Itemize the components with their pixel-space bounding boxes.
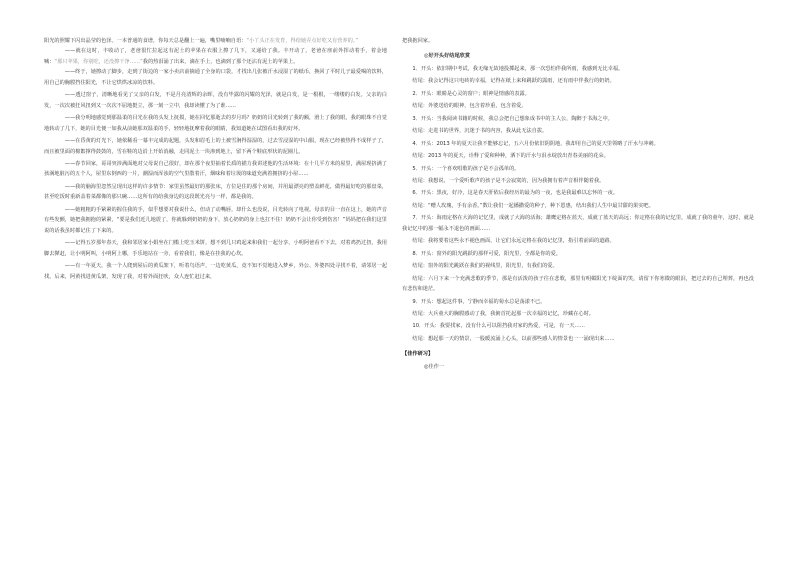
paragraph-text: 结尾：2013 年的夏天，诠释了爱和种种，洒下的汗水与泪水绽放出青春美丽的花朵。	[412, 153, 609, 160]
right-paragraph-r21	[402, 309, 754, 319]
right-paragraph-r23	[402, 334, 754, 344]
left-paragraph-p03	[44, 67, 387, 88]
paragraph-text: 2．开头：眼睛是心灵的窗户；眼神是情感的表露。	[412, 90, 530, 97]
right-paragraph-r06	[402, 101, 754, 111]
paragraph-text: ◎好开头好结尾欣赏	[424, 53, 471, 60]
right-paragraph-r20	[402, 297, 754, 307]
right-paragraph-r18	[402, 261, 754, 271]
paragraph-text: ——终于，她擦动了脚步，走到了街边的一家小卖店前摘通了全身的口袋，才找出几张被汗水浸湿了的纸币，换回了平时儿子最爱喝的饮料，用自己的胸膛挡住阳光，不让它烘烘冰凉的饮料。	[44, 69, 387, 86]
right-paragraph-r11	[402, 164, 754, 174]
paragraph-text: ——就在这时，丰收动了，老爸很忙拉起这有泥土的苹果在衣服上擦了几下，又递给了我。丰开动了，老爸在座前外挥动着手，着金地喊：	[44, 48, 387, 65]
paragraph-text: ——她粗粗的手紧紧的握住我的手，似乎想要对我说什么，但动了动嘴唇，却什么也没说，目光转向了电视。母亲的目一直在这上，她的声音有些发颤，她把我拥抱的紧紧，“要是我们近儿地震了，你就躲到奶奶的身下，放心奶奶的身上也扛不住！奶奶不会让你受到伤害！”妈妈把在我们这里说的话我虽时都记住了下来的。	[44, 206, 387, 234]
paragraph-text: 结尾：窗外的阳光跳跃在我们的视线里，阳光里，有我们的爱。	[412, 263, 558, 270]
paragraph-text: ——有一年夏天，我一个人爬到屋后的黄瓜架下，听着鸟语声，一边吃黄瓜，竟不知不觉地进入梦乡，外公、外婆四处寻找不着，请邻居一起找。后来，阿黄找进黄瓜架，发现了我，对着外面狂吠，众人连忙赶过来，	[44, 263, 387, 280]
right-paragraph-r02	[402, 51, 754, 61]
right-paragraph-r08	[402, 126, 754, 136]
right-paragraph-r16	[402, 236, 754, 246]
paragraph-text: 【佳作研习】	[402, 351, 434, 358]
paragraph-text: 结尾：想起那一天的情景，一股暖流涌上心头，以前那些感人的情景也一一涌现出来……	[412, 335, 615, 342]
paragraph-text: ——在昏黄的灯光下，她依稀看一幕丰完成的起题，头发和眉毛上的土被雪涧得湿湿的，过去雪浸湿的中山服，现在已经被热得不成样子了，而且被里面的棉絮撑得鼓鼓的，雪在鞋的边沿上开始消融，走同泥土一块渗到地上，留下两个鞋底形状的泥圈儿。	[44, 138, 387, 155]
left-paragraph-p02	[44, 46, 387, 67]
left-paragraph-p05	[44, 113, 387, 134]
left-paragraph-p07	[44, 159, 387, 180]
paragraph-text: 4．开头：2013 年的夏天让我不能够忘记，五六月份依旧阴阴地，我却用自己的夏天里领略了汗水与冲刺。	[412, 140, 659, 147]
paragraph-text: ——我的脑海里忽然呈现出这样的许多情节：家里虽然最好的那张床，方位是住的那个房间，并用最漂亮的塑盖鲜花，做得最好吃的那盘菜，甚至吃饭时重新盖着菜都像的那只碗……这所有的给我身边的这段既光亮与一样，都是我的。	[44, 183, 387, 201]
paragraph-text: 1．开头：依旧期中考试，我无缘无故地投掷起来，那一次恐怕伴我所雨，我感到无比幸福。	[412, 65, 624, 72]
left-paragraph-p06	[44, 136, 387, 157]
right-paragraph-r07	[402, 114, 754, 124]
paragraph-text: 10．开头：我要找家，没有什么可以阻挡我对家的热爱，可是，有一天……	[412, 323, 585, 330]
left-paragraph-p04	[44, 90, 387, 111]
right-paragraph-r13	[402, 188, 754, 198]
right-paragraph-r17	[402, 249, 754, 259]
paragraph-text: 5．开头：一个喜欢唱歌的孩子是不会孤单的。	[412, 165, 520, 172]
quoted-speech: “那只苹果，你别吃，还没擦干净……”	[54, 58, 143, 65]
right-paragraph-r19	[402, 274, 754, 295]
paragraph-text: ——记得五岁那年春天，我和邻居家小娟坐在门槛上吃玉米饼，想不到几只鸡起来和我们一起分享，小明阿爸看不下去，对着鸡扔过扭，我用脚去撵赶，让小明阿叫，小明阿上哪，手乐地站在一旁，看着我们，像是在挂我的心坎。	[44, 240, 387, 257]
paragraph-text: 3．开头：当我阅读书籍的时候，我总会把自己想象成书中的主人公，陶醉于书海之中。	[412, 115, 613, 122]
right-paragraph-r22	[402, 321, 754, 331]
paragraph-text: 结尾：外婆送给的眼神，包含着珍重，包含着爱。	[412, 103, 527, 110]
paragraph-text: 结尾：大兵童大的胸膛感动了我，我俯首托起那一次幸福的记忆，珍藏在心时。	[412, 310, 594, 317]
left-paragraph-p10	[44, 238, 387, 259]
left-paragraph-p08	[44, 182, 387, 203]
right-paragraph-r14	[402, 201, 754, 211]
right-paragraph-r15	[402, 213, 754, 234]
right-paragraph-r04	[402, 76, 754, 86]
quoted-speech: “小丫头正在发育，得给她弄点好吃又有营养的。”	[246, 38, 359, 44]
paragraph-text: 结尾：“赠人玫瑰，手有余香。”数让我们一起播撒爱的种子，种下恩惠，结出我们人生中最甘甜的果实吧。	[412, 202, 654, 209]
paragraph-text: ——透过窗子，清晰地看见了父亲的白发，不是月亮清辉的余晖，没有毕露的闪耀的光泽，就是白发，是一根根，一缕缕的白发。父亲的白发，一次次被狂风扭到又一次次不屈地挺立，那一刻一立中，我却读懂了为了谁……	[44, 92, 387, 109]
right-paragraph-r03	[402, 64, 754, 74]
left-paragraph-p01	[44, 36, 387, 46]
right-paragraph-r24	[402, 349, 754, 359]
right-paragraph-r01	[402, 36, 754, 46]
paragraph-text: 9．开头：想起这件事，宁静而幸福的菊水总是荡漾不已。	[412, 298, 546, 305]
right-column	[402, 36, 754, 372]
paragraph-text: 结尾：我想说，一个爱听歌声的孩子是不会寂寞的，因为我拥有着声音相伴随着我。	[412, 177, 605, 184]
left-paragraph-p11	[44, 261, 387, 282]
right-paragraph-r10	[402, 151, 754, 161]
right-paragraph-r25	[402, 362, 754, 372]
paragraph-text: 结尾：我会记得这只电砖的幸福，记得在纸上来和跳跃的露雨，还有雨中伴我行的奶奶。	[412, 78, 615, 85]
paragraph-text: 阳光的照耀下闪出晶莹的色泽。一本普通的食谱，你每天总是翻上一遍，嘴里喃喃自语：	[44, 38, 247, 44]
paragraph-text: ——我分明地感觉到那温柔的目光在我的头发上抚摸，她在回忆那逝去的岁月吗？奶奶的目光转到了我的额，滑上了我的眼，我的眼珠不自觉地转动了几下，她的目光便一如我从前她那双温柔的手，轻轻地抚摩着我的眼睛，我知道她在试图看出我的好坏。	[44, 115, 387, 132]
paragraph-text: 结尾：我将要着这些永不褪色画面，让它们永远定格在我的记忆里，指引着前面的道路。	[412, 238, 615, 245]
paragraph-text: 把我抱回家。	[402, 38, 434, 44]
right-paragraph-r05	[402, 89, 754, 99]
paragraph-text: ——春节回家，哥哥突涉满面地对父母说自己很好，却在那个夜里抽着长质的描力我讲述他的生活环境：在十几平方米的屋里，满屋现挤满了孩满地脏污的五个人，屋里东倒西的一片，潮湿而浑浊的空气里散着汗，烟味和着垃圾的味道充满着拥挤的小屋……	[44, 160, 387, 178]
paragraph-text: 6．开头：黑夜，好冷，这是春天肝依后我经历的最为的一夜，也是我最难以忘怀的一夜。	[412, 190, 619, 197]
paragraph-text-continued: 我的热泪涌了出来，滴在手上，也滴到了那个还沾有泥土的苹果上。	[142, 58, 299, 65]
left-column	[44, 36, 387, 282]
paragraph-text: 7．开头：海雨定格在大海的记忆里，成就了大海的活海；雄鹰定格在蓝天，成就了蓝天的高远；你定格在我的记忆里，成就了我的童年，这时，就是我记忆中的那一幅永不退色的画面……	[402, 215, 754, 232]
paragraph-text: 8．开头：窗外的阳光跳跃的那样可爱，阳光里，全都是你的爱。	[412, 250, 561, 257]
right-paragraph-r12	[402, 176, 754, 186]
right-paragraph-r09	[402, 139, 754, 149]
paragraph-text: 结尾：走进书的世界，沉迷于书的内容，我从此无法自拔。	[412, 128, 548, 135]
left-paragraph-p09	[44, 205, 387, 236]
paragraph-text: 结尾：六月下来一个充满悲歌的季节，那是有活泼的孩子往在悲歌，那里有明媚阳光下绽面的笑，请留下你寒微的眼泪，把过去的自己埋葬，再也没有悲伤和迷茫。	[402, 275, 754, 293]
paragraph-text: ◎佳作一	[424, 363, 445, 370]
